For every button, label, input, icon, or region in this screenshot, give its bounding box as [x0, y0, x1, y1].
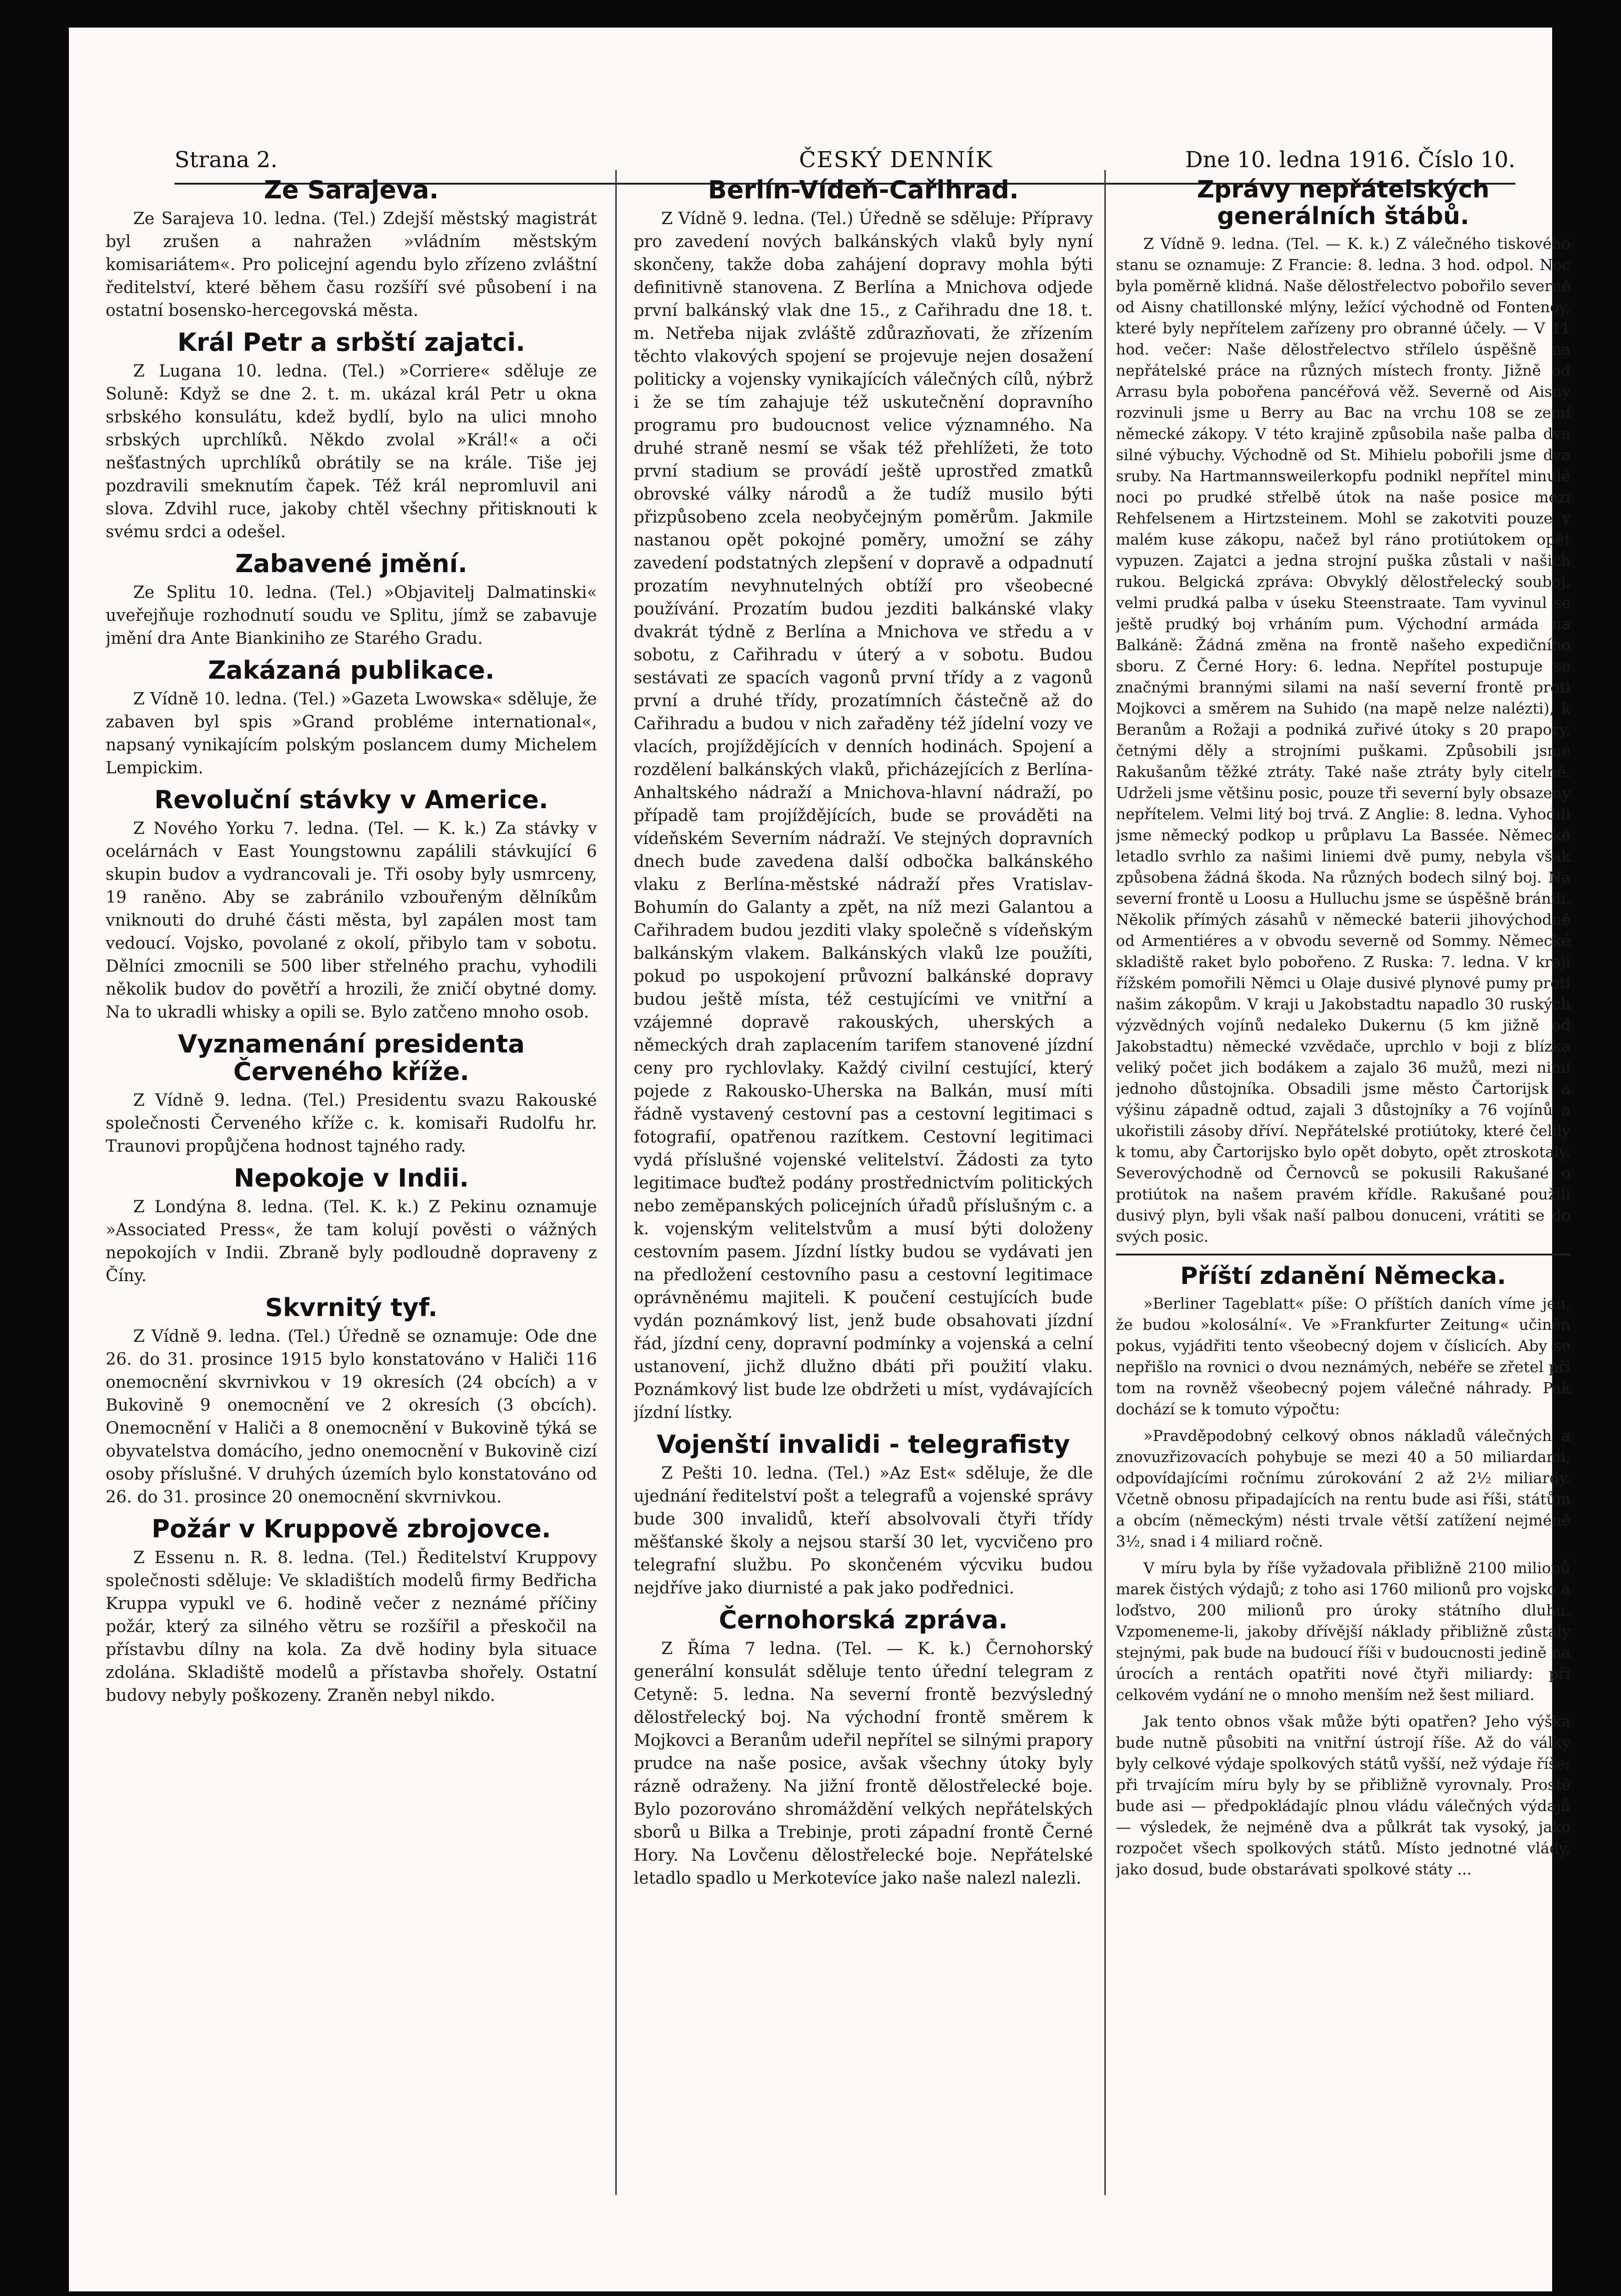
article-body: Z Vídně 9. ledna. (Tel.) Úředně se oznamuje: Ode dne 26. do 31. prosince 1915 bylo konstatováno v Haliči 116 onemocnění skvrnivkou v 19 okresích (24 obcích) a v Bukovině 9 onemocnění ve 2 okresích (3 obcích). Onemocnění v Haliči a 8 onemocnění v Bukovině týká se obyvatelstva domácího, jedno onemocnění v Bukovině cizí osoby příslušné. V druhých územích bylo konstatováno od 26. do 31. prosince 20 onemocnění skvrnivkou. [106, 1327, 597, 1507]
article-title: Vyznamenání presidenta Červeného kříže. [178, 1030, 525, 1086]
article-title: Černohorská zpráva. [719, 1605, 1008, 1634]
article-body: Z Vídně 9. ledna. (Tel.) Presidentu svazu Rakouské společnosti Červeného kříže c. k. komisaři Rudolfu hr. Traunovi propůjčena hodnost tajného rady. [106, 1091, 597, 1156]
article-body: Z Lugana 10. ledna. (Tel.) »Corriere« sděluje ze Soluně: Když se dne 2. t. m. ukázal král Petr u okna srbského konsulátu, kdež bydlí, bylo na ulici mnoho srbských uprchlíků. Někdo zvolal »Král!« a oči nešťastných uprchlíků obrátily se na krále. Tiše jej pozdravili smeknutím čapek. Též král nepromluvil ani slova. Zdvihl ruce, jakoby chtěl všechny přitisknouti k svému srdci a odešel. [106, 362, 597, 541]
page-number: Strana 2. [174, 147, 278, 173]
article-title: Revoluční stávky v Americe. [154, 785, 548, 814]
article-body: Ze Splitu 10. ledna. (Tel.) »Objavitelj Dalmatinski« uveřejňuje rozhodnutí soudu ve Splitu, jímž se zabavuje jmění dra Ante Biankiniho ze Starého Gradu. [106, 583, 597, 648]
article-title: Zakázaná publikace. [208, 656, 495, 685]
section-rule [1116, 1254, 1570, 1255]
article-title: Zabavené jmění. [235, 549, 467, 578]
column-separator [615, 170, 617, 2195]
article-body: Jak tento obnos však může býti opatřen? Jeho výška bude nutně působiti na vnitřní ústrojí říše. Až do války byly celkové výdaje spolkových států vyšší, než výdaje říše; při trvajícím míru byly by se přibližně vyrovnaly. Prostě bude asi — předpokládajíc plnou vládu válečných výdajů — výsledek, že nejméně dva a půlkrát tak vysoký, jako rozpočet všech spolkových států. Místo jednotné vlády, jako dosud, bude obstarávati spolkové státy ... [1116, 1712, 1570, 1878]
article-body: »Berliner Tageblatt« píše: O příštích daních víme jen, že budou »kolosální«. Ve »Frankfurter Zeitung« učiněn pokus, vyjádřiti tento všeobecný dojem v číslicích. Aby se nepřišlo na rovnici o dvou neznámých, nebéře se zřetel při tom na rovněž všeobecný pojem válečné náhrady. Pak dochází se k tomuto výpočtu: [1116, 1294, 1570, 1418]
column-2 [634, 170, 1093, 2195]
article-title: Král Petr a srbští zajatci. [177, 328, 525, 357]
article-body: Z Nového Yorku 7. ledna. (Tel. — K. k.) Za stávky v ocelárnách v East Youngstownu zapálili stávkující 6 skupin budov a vydrancovali je. Tři osoby byly usmrceny, 19 raněno. Aby se zabránilo vzbouřeným dělníkům vniknouti do druhé části města, byl zapálen most tam vedoucí. Vojsko, povolané z okolí, přibylo tam v sobotu. Dělníci zmocnili se 500 liber střelného prachu, vyhodili několik budov do povětří a hrozili, že zničí obytné domy. Na to ukradli whisky a opili se. Bylo zatčeno mnoho osob. [106, 819, 597, 1022]
article-body: Z Vídně 9. ledna. (Tel. — K. k.) Z válečného tiskového stanu se oznamuje: Z Francie: 8. ledna. 3 hod. odpol. Noc byla poměrně klidná. Naše dělostřelectvo pobořilo severně od Aisny chatillonské mlýny, ležící východně od Fontenoy, které byly nepřítelem zařízeny pro obranné účely. — V 11 hod. večer: Naše dělostřelectvo střílelo úspěšně na nepřátelské práce na různých místech fronty. Jižně od Arrasu byla pobořena pancéřová věž. Severně od Aisny rozvinuli jsme u Berry au Bac na vrchu 108 se zemí německé zákopy. V této krajině způsobila naše palba dva silné výbuchy. Východně od St. Mihielu pobořili jsme dva sruby. Na Hartmannsweilerkopfu podnikl nepřítel minulé noci po prudké střelbě útok na naše posice mezi Rehfelsenem a Hirtzsteinem. Mohl se zakotviti pouze v malém kuse zákopu, načež byl ráno protiútokem opět vypuzen. Zajatci a jedna strojní puška zůstali v našich rukou. Belgická zpráva: Obvyklý dělostřelecký souboj, velmi prudká palba v úseku Steenstraate. Tam vyvinul se ještě prudký boj vrháním pum. Východní armáda na Balkáně: Žádná změna na frontě našeho expedičního sboru. Z Černé Hory: 6. ledna. Nepřítel postupuje se značnými brannými silami na naší severní frontě proti Mojkovci a směrem na Suhido (na mapě nelze nalézti), k Beranům a Rožaji a podniká zuřivé útoky s 20 prapory, četnými děly a strojními puškami. Způsobili jsme Rakušanům těžké ztráty. Také naše ztráty byly citelné. Udrželi jsme většinu posic, pouze tři severní byly obsazeny nepřítelem. Velmi litý boj trvá. Z Anglie: 8. ledna. Vyhodili jsme německý podkop u průplavu La Bassée. Německé letadlo svrhlo za našimi liniemi dvě pumy, nebyla však způsobena žádná škoda. Na různých bodech silný boj. Na severní frontě u Loosu a Hulluchu jsme se úspěšně bránili. Několik přímých zásahů v německé baterii jihovýchodně od Armentiéres a v obvodu severně od Sommy. Německé skladiště raket bylo pobořeno. Z Ruska: 7. ledna. V kraji řížském pomořili Němci u Olaje dusivé plynové pumy proti našim zákopům. V kraji u Jakobstadtu napadlo 30 ruských výzvědných vojínů nedaleko Dukernu (5 km jižně od Jakobstadtu) německé vzvědače, uprchlo v boji z blízka veliký počet jich bodákem a zajalo 36 mužů, mezi nimi jednoho důstojníka. Obsadili jsme město Čartorijsk a výšinu západně odtud, zajali 3 důstojníky a 76 vojínů a ukořistili zásoby dříví. Nepřátelské protiútoky, které čelily k tomu, aby Čartorijsko bylo opět dobyto, opět ztroskotaly. Severovýchodně od Černovců se pokusili Rakušané o protiútok na našem pravém křídle. Rakušané použili dusivý plyn, byli však naší palbou donuceni, vrátiti se do svých posic. [1116, 235, 1570, 1245]
article-body: »Pravděpodobný celkový obnos nákladů válečných a znovuzřizovacích pohybuje se mezi 40 a 50 miliardami, odpovídajícími ročnímu zúrokování 2 až 2½ miliardy. Včetně obnosu připadajících na rentu bude asi říši, státům a obcím (německým) nésti trvale větší zatížení nejméně 3½, snad i 4 miliard ročně. [1116, 1427, 1570, 1550]
column-3 [1116, 170, 1570, 2195]
article-body: Ze Sarajeva 10. ledna. (Tel.) Zdejší městský magistrát byl zrušen a nahražen »vládním městským komisariátem«. Pro policejní agendu bylo zřízeno zvláštní ředitelství, které během času rozšíří své působení i na ostatní bosensko-hercegovská města. [106, 209, 597, 320]
article-title: Vojenští invalidi - telegrafisty [656, 1430, 1070, 1459]
article-body: Z Říma 7 ledna. (Tel. — K. k.) Černohorský generální konsulát sděluje tento úřední telegram z Cetyně: 5. ledna. Na severní frontě bezvýsledný dělostřelecký boj. Na východní frontě směrem k Mojkovci a Beranům udeřil nepřítel se silnými prapory prudce na naše posice, avšak všechny útoky byly rázně odraženy. Na jižní frontě dělostřelecké boje. Bylo pozorováno shromáždění velkých nepřátelských sborů u Bilka a Trebinje, proti západní frontě Černé Hory. Na Lovčenu dělostřelecké boje. Nepřátelské letadlo spadlo u Merkotevíce jako naše nalezl nalezli. [634, 1639, 1093, 1888]
newspaper-title: ČESKÝ DENNÍK [799, 147, 993, 173]
article-title: Ze Sarajeva. [264, 175, 439, 204]
column-1 [106, 170, 597, 2195]
article-title: Příští zdanění Německa. [1180, 1262, 1506, 1290]
article-body: Z Essenu n. R. 8. ledna. (Tel.) Ředitelství Kruppovy společnosti sděluje: Ve skladištích modelů firmy Bedřicha Kruppa vypukl ve 6. hodině večer z neznámé příčiny požár, který za silného větru se rozšířil a přeskočil na přístavbu dílny na kola. Za dvě hodiny byla situace zdolána. Skladiště modelů a přístavba shořely. Ostatní budovy nebyly poškozeny. Zraněn nebyl nikdo. [106, 1548, 597, 1705]
article-title: Nepokoje v Indii. [234, 1164, 469, 1193]
article-title: Berlín-Vídeň-Cařihrad. [708, 175, 1019, 204]
article-title: Požár v Kruppově zbrojovce. [152, 1514, 551, 1543]
article-body: Z Pešti 10. ledna. (Tel.) »Az Est« sděluje, že dle ujednání ředitelství pošt a telegrafů a vojenské správy bude 300 invalidů, kteří absolvovali čtyři třídy měšťanské školy a nejsou starší 30 let, vycvičeno pro telegrafní službu. Po skončeném výcviku budou nejdříve jako diurnisté a pak jako podřednici. [634, 1464, 1093, 1598]
article-title: Zprávy nepřátelských generálních štábů. [1197, 176, 1490, 230]
article-title: Skvrnitý tyf. [265, 1293, 438, 1322]
article-body: Z Vídně 10. ledna. (Tel.) »Gazeta Lwowska« sděluje, že zabaven byl spis »Grand probléme international«, napsaný vynikajícím polským poslancem dumy Michelem Lempickim. [106, 690, 597, 777]
article-body: Z Londýna 8. ledna. (Tel. K. k.) Z Pekinu oznamuje »Associated Press«, že tam kolují pověsti o vážných nepokojích v Indii. Zbraně byly podloudně dopraveny z Číny. [106, 1198, 597, 1285]
date-issue: Dne 10. ledna 1916. Číslo 10. [1185, 147, 1515, 173]
article-body: V míru byla by říše vyžadovala přibližně 2100 milionů marek čistých výdajů; z toho asi 1760 milionů pro vojsko a loďstvo, 200 milionů pro úroky státního dluhu. Vzpomeneme-li, jakoby dřívější náklady přibližně zůstaly stejnými, pak bude na budoucí říši v budoucnosti jedině na úrocích a rentách opatřiti nové čtyři miliardy: při celkovém vydání ne o mnoho menším než šest miliard. [1116, 1559, 1570, 1704]
column-separator [1104, 170, 1106, 2195]
article-body: Z Vídně 9. ledna. (Tel.) Úředně se sděluje: Přípravy pro zavedení nových balkánských vlaků byly nyní skončeny, takže doba zahájení dopravy mohla býti definitivně stanovena. Z Berlína a Mnichova odjede první balkánský vlak dne 15., z Cařihradu dne 18. t. m. Netřeba nijak zvláště zdůrazňovati, že zřízením těchto vlakových spojení se projevuje nejen dosažení politicky a vojensky vynikajících válečných cílů, nýbrž i že se tím zahajuje též uskutečnění dopravního programu pro budoucnost velice významného. Na druhé straně nesmí se však též přehlížeti, že toto první stadium se provádí ještě uprostřed zmatků obrovské války národů a že tudíž musilo býti přizpůsobeno zcela neobyčejným poměrům. Jakmile nastanou opět pokojné poměry, umožní se záhy zavedení podstatných zlepšení v dopravě a odpadnutí prozatím nevyhnutelných obtíží pro všeobecné používání. Prozatím budou jezditi balkánské vlaky dvakrát týdně z Berlína a Mnichova ve středu a v sobotu, z Cařihradu v úterý a v sobotu. Budou sestávati ze spacích vagonů první třídy a z vagonů první a druhé třídy, prozatímních částečně až do Cařihradu a budou v nich zařaděny též jídelní vozy ve vlacích, projíždějících v denních hodinách. Spojení a rozdělení balkánských vlaků, přicházejících z Berlína-Anhaltského nádraží a Mnichova-hlavní nádraží, po případě tam projíždějících, bude se prováděti na vídeňském Severním nádraží. Ve stejných dopravních dnech bude zavedena další odbočka balkánského vlaku z Berlína-městské nádraží přes Vratislav-Bohumín do Galanty a zpět, na níž mezi Galantou a Cařihradem budou jezditi vlaky společně s vídeňským balkánským vlakem. Balkánských vlaků lze použíti, pokud po uspokojení průvozní balkánské dopravy budou ještě místa, též cestujícími ve vnitřní a vzájemné dopravě rakouských, uherských a německých drah zaplacením tarifem stanovené jízdní ceny pro rychlovlaky. Každý civilní cestující, který pojede z Rakousko-Uherska na Balkán, musí míti řádně vystavený cestovní pas a cestovní legitimaci s fotografií, opatřenou razítkem. Cestovní legitimaci vydá příslušné vojenské velitelství. Žádosti za tyto legitimace buďtež podány prostřednictvím politických nebo zeměpanských policejních úřadů příslušným c. a k. vojenským velitelstvům a musí býti doloženy cestovním pasem. Jízdní lístky budou se vydávati jen na předložení cestovního pasu a cestovní legitimace oprávněnému majiteli. K poučení cestujících bude vydán poznámkový list, jenž bude obsahovati jízdní řád, jízdní ceny, dopravní podmínky a vojenská a celní ustanovení, jichž dlužno dbáti při použití vlaku. Poznámkový list bude lze obdržeti u míst, vydávajících jízdní lístky. [634, 209, 1093, 1422]
